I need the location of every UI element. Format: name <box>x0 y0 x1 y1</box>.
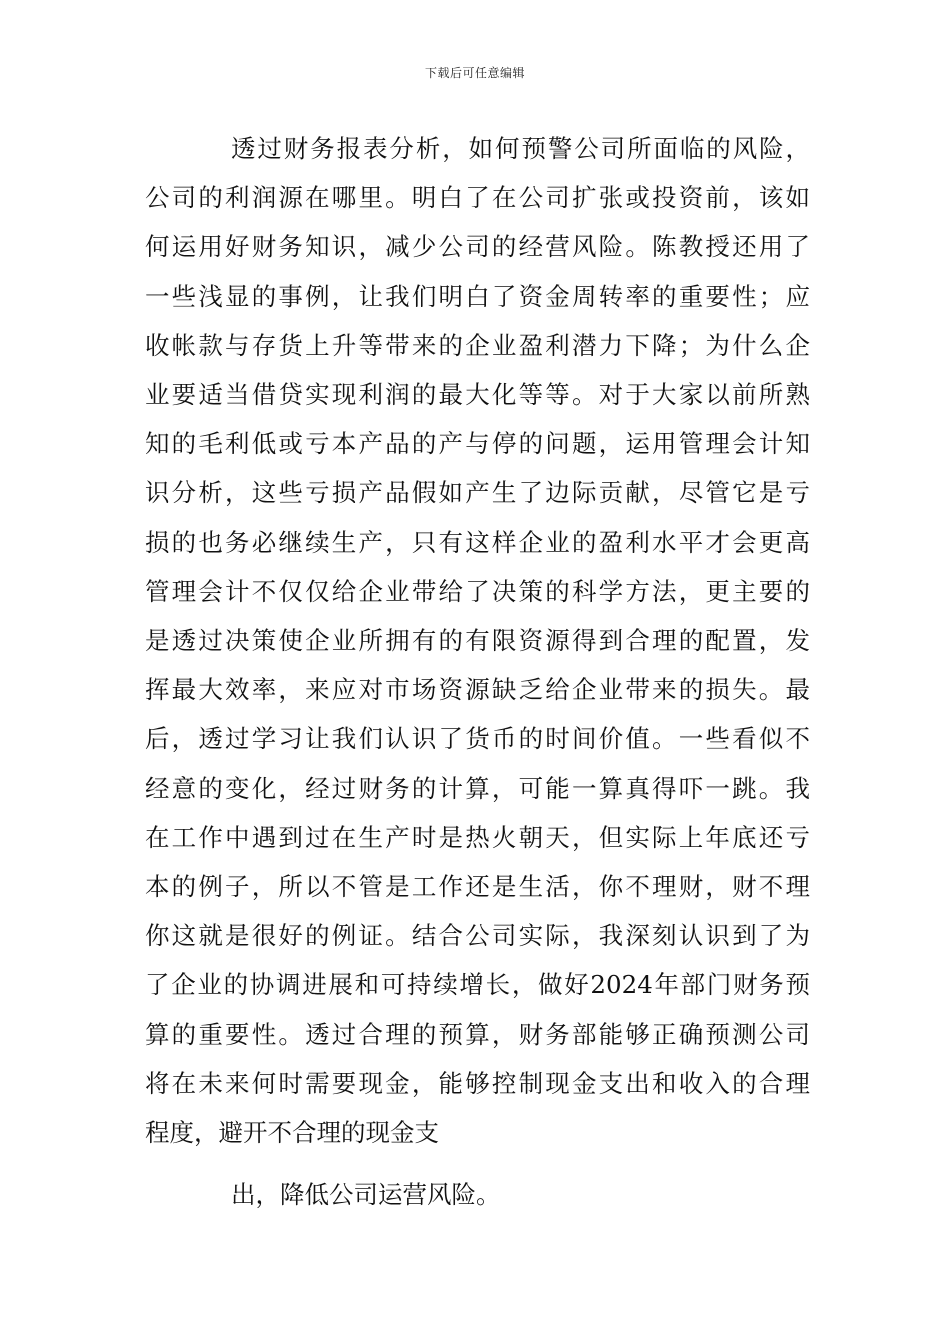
paragraph-line: 程度，避开不合理的现金支 <box>145 1118 439 1148</box>
paragraph-line: 你这就是很好的例证。结合公司实际，我深刻认识到了为 <box>145 921 810 951</box>
paragraph-line: 公司的利润源在哪里。明白了在公司扩张或投资前，该如 <box>145 183 810 213</box>
paragraph-line: 算的重要性。透过合理的预算，财务部能够正确预测公司 <box>145 1019 810 1049</box>
paragraph-line: 业要适当借贷实现利润的最大化等等。对于大家以前所熟 <box>145 380 810 410</box>
paragraph-line: 收帐款与存货上升等带来的企业盈利潜力下降；为什么企 <box>145 330 810 360</box>
paragraph-line: 何运用好财务知识，减少公司的经营风险。陈教授还用了 <box>145 232 810 262</box>
paragraph-line: 将在未来何时需要现金，能够控制现金支出和收入的合理 <box>145 1068 810 1098</box>
header-note: 下载后可任意编辑 <box>424 66 525 80</box>
paragraph-line: 本的例子，所以不管是工作还是生活，你不理财，财不理 <box>145 872 810 902</box>
paragraph-line: 挥最大效率，来应对市场资源缺乏给企业带来的损失。最 <box>145 675 810 705</box>
paragraph-line: 一些浅显的事例，让我们明白了资金周转率的重要性；应 <box>145 281 810 311</box>
paragraph-line: 后，透过学习让我们认识了货币的时间价值。一些看似不 <box>145 724 810 754</box>
paragraph-line: 经意的变化，经过财务的计算，可能一算真得吓一跳。我 <box>145 773 810 803</box>
paragraph-line: 识分析，这些亏损产品假如产生了边际贡献，尽管它是亏 <box>145 478 810 508</box>
closing-line: 出，降低公司运营风险。 <box>231 1180 501 1209</box>
paragraph-line: 是透过决策使企业所拥有的有限资源得到合理的配置，发 <box>145 626 810 656</box>
paragraph-line: 透过财务报表分析，如何预警公司所面临的风险， <box>231 134 810 163</box>
paragraph-line: 损的也务必继续生产，只有这样企业的盈利水平才会更高 <box>145 527 810 557</box>
paragraph-line: 了企业的协调进展和可持续增长，做好2024年部门财务预 <box>145 970 810 1000</box>
paragraph-line: 知的毛利低或亏本产品的产与停的问题，运用管理会计知 <box>145 429 810 459</box>
body-paragraph <box>145 124 810 1157</box>
paragraph-line: 在工作中遇到过在生产时是热火朝天，但实际上年底还亏 <box>145 822 810 852</box>
paragraph-line: 管理会计不仅仅给企业带给了决策的科学方法，更主要的 <box>145 576 810 606</box>
